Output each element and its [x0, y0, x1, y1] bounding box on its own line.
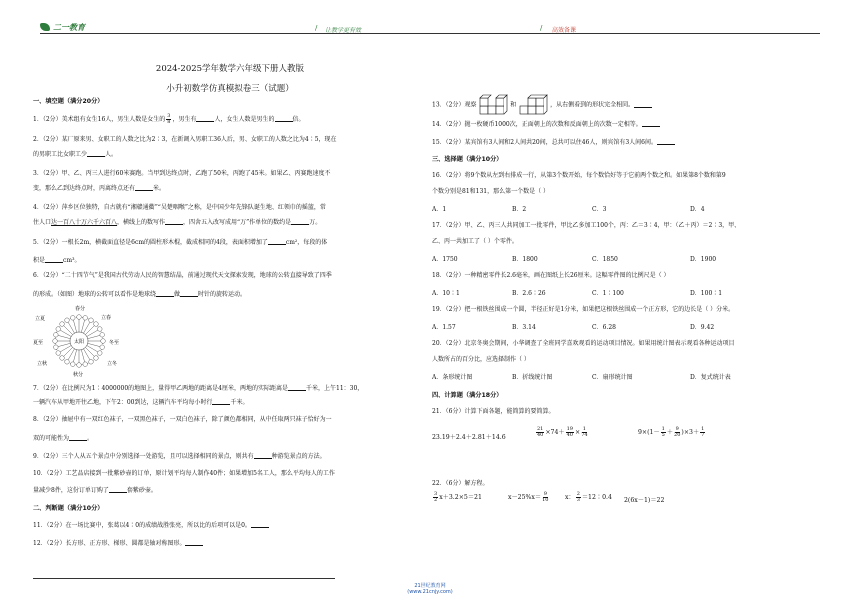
- earth-position: [89, 318, 94, 323]
- q1-text-c: 人，女生人数是男生的: [214, 116, 275, 123]
- q16-option-a[interactable]: A．1: [432, 206, 447, 213]
- question-7: [33, 384, 363, 393]
- e3-den-3: 7: [701, 432, 705, 438]
- q18-option-b[interactable]: B．2.6∶26: [512, 290, 546, 297]
- q4-underlined: 达一百八十万六千六百八: [51, 219, 118, 226]
- e2-den-3: 74: [581, 432, 588, 438]
- header-separator: /: [315, 24, 318, 32]
- question-22: 22．（6分）解方程。: [432, 480, 489, 487]
- f2-text: x－25%x＝: [508, 494, 542, 501]
- q10-text-b: 量减少8件，这份订单订购了: [33, 487, 109, 494]
- question-18: [432, 272, 670, 280]
- q13-blank[interactable]: [634, 101, 652, 108]
- q7-text-c: 一辆汽车从甲地开往乙地，下午2：00到达，这辆汽车平均每小时行: [33, 399, 213, 406]
- paper-title: 2024-2025学年数学六年级下册人教版: [155, 64, 305, 74]
- question-16: [432, 172, 726, 180]
- f2-frac: [542, 492, 548, 503]
- q7-text-d: 千米。: [230, 399, 249, 406]
- q5-text-b: cm²，每段的体: [285, 239, 328, 246]
- e2-den-1: 40: [537, 432, 544, 438]
- q19-option-a[interactable]: A．1.57: [432, 324, 456, 331]
- q8-text: 8．（2分）抽屉中有一双红色袜子，一双黑色袜子，一双白色袜子，除了颜色都相同，从中任取两只袜子恰好为一: [33, 416, 332, 423]
- q4-text-b: 住人口: [33, 219, 52, 226]
- question-13: [432, 94, 652, 116]
- q10-text: 10．（2分）工艺品店接到一批紫砂壶的订单，原计划平均每人制作40件；如果增加5名工人，那么平均每人的工作: [33, 470, 335, 477]
- q6-blank-2[interactable]: [180, 290, 198, 297]
- calc-expr-2: [535, 427, 589, 438]
- earth-position: [60, 356, 65, 361]
- q18-text: 18．（2分）一种精密零件长2.6毫米，画在图纸上长26厘米。这幅零件图的比例尺是（ ）: [432, 272, 670, 279]
- sun-label: 太阳: [73, 339, 85, 345]
- q14-text: 14．（2分）抛一枚硬币1000次，正面朝上的次数和反面朝上的次数一定相等。: [432, 121, 642, 128]
- q13-text-c: ，从右侧看到的形状完全相同。: [550, 101, 635, 109]
- earth-position: [97, 327, 102, 332]
- q19-option-b[interactable]: B．3.14: [512, 324, 536, 331]
- q16-option-d[interactable]: D．4: [690, 206, 705, 213]
- q6-blank-1[interactable]: [156, 290, 174, 297]
- logo-text: 二一教育: [53, 23, 85, 32]
- question-21: 21．（6分）计算下面各题，能简算的要简算。: [432, 408, 555, 415]
- e3-plus: ＋: [666, 429, 674, 436]
- earth-position: [100, 345, 105, 350]
- logo-icon: [40, 23, 50, 31]
- question-20: [432, 340, 734, 348]
- paper-subtitle: 小升初数学仿真模拟卷三（试题）: [166, 84, 294, 94]
- q16-text-b: 个数分别是81和131，那么第一个数是（ ）: [432, 188, 549, 195]
- earth-position: [83, 362, 88, 367]
- q3-text-c: 米。: [153, 185, 166, 192]
- footer-rule: [33, 578, 335, 579]
- q6-text-b: 的形成。（如图）地球的公转可以看作是地球绕: [33, 291, 157, 298]
- q7-text-b: 千米，上午11：30，: [306, 385, 364, 392]
- q13-text: 13．（2分）观察: [432, 101, 477, 109]
- q5-text-d: cm³。: [63, 257, 81, 264]
- e3-frac-2: [674, 427, 680, 438]
- q1-text-b: ，男生有: [172, 116, 197, 123]
- q20-option-b[interactable]: B．折线统计图: [512, 374, 553, 381]
- earth-position: [65, 359, 70, 364]
- earth-position: [100, 332, 105, 337]
- earth-position: [83, 316, 88, 321]
- q15-text: 15．（2分）某宾馆有3人间和2人间共20间，总共可以住46人，则宾馆有3人间6间。: [432, 139, 657, 146]
- equation-2: [508, 492, 549, 503]
- q20-text-b: 人数所占的百分比，应选择制作（ ）: [432, 356, 530, 363]
- e3-frac-1: [661, 427, 666, 438]
- f3-text-b: ＝12∶0.4: [581, 494, 612, 501]
- q3-text-b: 变，那么乙到达终点时，丙离终点还有: [33, 185, 136, 192]
- q6-text-c: 做: [174, 291, 181, 298]
- q8-text-c: 。: [87, 435, 94, 442]
- earth-position: [70, 316, 75, 321]
- q18-option-c[interactable]: C．1∶100: [592, 290, 624, 297]
- section-calc: 四、计算题（满分18分）: [432, 392, 503, 399]
- label-xiazhi: 夏至: [33, 340, 44, 346]
- e2-frac-3: [581, 427, 587, 438]
- e2-frac-2: [566, 427, 574, 438]
- question-5: [33, 238, 327, 247]
- q18-option-a[interactable]: A．10∶1: [432, 290, 460, 297]
- q4-text-d: ，四舍五入改写成用“万”作单位的数约是: [183, 219, 292, 226]
- q14-blank[interactable]: [642, 120, 660, 127]
- q1-blank-1[interactable]: [196, 115, 214, 122]
- earth-position: [94, 322, 99, 327]
- q10-text-c: 套紫砂壶。: [126, 487, 157, 494]
- question-2-cont: [33, 150, 117, 159]
- q17-option-d[interactable]: D．1900: [690, 256, 717, 263]
- q1-fraction: [166, 114, 171, 125]
- header-separator-2: /: [540, 24, 543, 32]
- q1-text: 1．（2分）美术组有女生16人，男生人数是女生的: [33, 116, 166, 123]
- question-7-cont: [33, 398, 248, 407]
- e2-num-1: 21: [537, 426, 544, 432]
- earth-position: [54, 345, 59, 350]
- q6-text: 6．（2分）“二十四节气”是我国古代劳动人民的智慧结晶，前通过现代天文探索发现，地球的公转直接导致了四季: [33, 272, 332, 279]
- q19-text: 19．（2分）把一根铁丝围成一个圆，半径正好是1分米，如果把这根铁丝围成一个正方形，它的边长是（ ）分米。: [432, 306, 735, 313]
- calc-expr-3: [638, 427, 706, 438]
- earth-position: [77, 315, 82, 320]
- q17-text: 17．（2分）甲、乙、丙三人共同加工一批零件，甲比乙多加工100个，丙：乙＝3∶4，甲：（乙＋丙）＝2∶3，甲、: [432, 222, 741, 229]
- e2-frac-1: [536, 427, 544, 438]
- question-8-cont: [33, 434, 93, 443]
- q5-blank-1[interactable]: [268, 238, 286, 245]
- label-lixia: 立夏: [35, 316, 46, 322]
- question-9: [33, 452, 326, 461]
- earth-position: [60, 322, 65, 327]
- earth-position: [97, 351, 102, 356]
- f3-den: 3: [576, 497, 580, 503]
- question-4-cont: [33, 218, 321, 227]
- label-lichun: 立春: [101, 315, 112, 321]
- question-17: [432, 222, 740, 230]
- label-qiufen: 秋分: [73, 372, 84, 378]
- q7-text: 7．（2分）在比例尺为1∶4000000的地图上，量得甲乙两地的距离是4厘米，两地的实际距离是: [33, 385, 288, 392]
- q2-text-c: 人。: [105, 151, 118, 158]
- q8-blank[interactable]: [69, 434, 87, 441]
- question-14: [432, 120, 660, 129]
- page-header: [0, 0, 860, 40]
- question-20-cont: [432, 356, 530, 364]
- question-4: [33, 204, 326, 212]
- q1-den: 8: [167, 119, 171, 125]
- f3-num: 2: [576, 491, 580, 497]
- question-12: [33, 539, 203, 548]
- question-17-cont: [432, 238, 518, 246]
- solar-terms-diagram: [33, 300, 133, 380]
- q4-text-e: 万。: [309, 219, 322, 226]
- equation-4: 2(6x－1)＝22: [624, 497, 665, 504]
- f2-num: 9: [543, 491, 547, 497]
- q16-option-c[interactable]: C．3: [592, 206, 607, 213]
- q17-option-c[interactable]: C．1850: [592, 256, 618, 263]
- e3-den-1: 5: [661, 432, 665, 438]
- earth-position: [70, 362, 75, 367]
- f1-frac: [433, 492, 438, 503]
- question-6-cont: [33, 290, 246, 299]
- q8-text-b: 双的可能性为: [33, 435, 70, 442]
- q2-text: 2．（2分）某厂原来男、女职工的人数之比为2∶3，在新调入男职工36人后，男、女职工的人数之比为4∶5，现在: [33, 136, 337, 143]
- header-prep: 高效备课: [552, 27, 577, 34]
- q4-blank-1[interactable]: [165, 218, 183, 225]
- q5-blank-2[interactable]: [45, 256, 63, 263]
- calc-expr-1: 23.19＋2.4＋2.81＋14.6: [432, 434, 506, 441]
- q10-blank[interactable]: [109, 486, 127, 493]
- earth-position: [65, 318, 70, 323]
- q6-text-d: 时针的旋转运动。: [198, 291, 247, 298]
- f2-den: 10: [542, 497, 549, 503]
- earth-position: [53, 339, 58, 344]
- q3-text: 3．（2分）甲、乙、丙三人进行60米赛跑。当甲到达终点时，乙跑了50米，丙跑了45米。如果乙、丙赛跑速度不: [33, 170, 331, 177]
- q15-blank[interactable]: [657, 138, 675, 145]
- q17-text-b: 乙、丙一共加工了（ ）个零件。: [432, 238, 518, 245]
- q11-text: 11．（2分）在一场比赛中，张葛以4∶0的成绩战胜张亮，所以比的后项可以是0。: [33, 522, 251, 529]
- q5-text-c: 积是: [33, 257, 46, 264]
- q20-option-a[interactable]: A．条形统计图: [432, 374, 473, 381]
- q20-option-c[interactable]: C．扇形统计图: [592, 374, 633, 381]
- q7-blank-2[interactable]: [212, 398, 230, 405]
- q3-blank[interactable]: [135, 184, 153, 191]
- e3-num-3: 1: [701, 426, 705, 432]
- q7-blank-1[interactable]: [288, 384, 306, 391]
- footer-source: 21世纪教育网(www.21cnjy.com): [407, 583, 453, 595]
- e3-den-2: 20: [674, 432, 681, 438]
- section-choice: 三、选择题（满分10分）: [432, 156, 503, 163]
- earth-position: [94, 356, 99, 361]
- label-liqiu: 立秋: [37, 361, 48, 367]
- question-10-cont: [33, 486, 157, 495]
- question-8: [33, 416, 332, 424]
- q1-text-e: 倍。: [292, 116, 305, 123]
- q13-text-b: 和: [510, 101, 517, 109]
- q16-text: 16．（2分）将9个数从左到右排成一行，从第3个数开始，每个数恰好等于它前两个数之和。如果第8个数和第9: [432, 172, 726, 179]
- q18-option-d[interactable]: D．100∶1: [690, 290, 723, 297]
- q19-option-c[interactable]: C．6.28: [592, 324, 616, 331]
- q19-option-d[interactable]: D．9.42: [690, 324, 715, 331]
- q17-option-b[interactable]: B．1800: [512, 256, 538, 263]
- section-fill: 一、填空题（满分20分）: [33, 98, 104, 105]
- q4-text: 4．（2分）萍乡区位独特，自古就有“湘赣通衢”“吴楚咽喉”之称，是中国少年先锋队诞生地、红领巾的摇篮，常: [33, 204, 326, 211]
- e3-num-2: 9: [675, 426, 679, 432]
- question-10: [33, 470, 335, 478]
- earth-position: [54, 332, 59, 337]
- question-3-cont: [33, 184, 165, 193]
- e3-frac-3: [700, 427, 705, 438]
- f1-num: 3: [434, 491, 438, 497]
- question-15: [432, 138, 675, 147]
- earth-position: [56, 351, 61, 356]
- question-5-cont: [33, 256, 80, 265]
- e3-a: 9×(1－: [638, 429, 660, 436]
- f1-text: x＋3.2×5＝21: [439, 494, 482, 501]
- question-6: [33, 272, 332, 280]
- earth-position: [56, 327, 61, 332]
- e2-den-2: 40: [566, 432, 573, 438]
- q12-blank[interactable]: [185, 539, 203, 546]
- q4-blank-2[interactable]: [291, 218, 309, 225]
- question-2: [33, 136, 337, 144]
- q20-text: 20．（2分）北京冬奥会期间，小华调查了全班同学喜欢观看的运动项目情况。如果用统计图表示观看各种运动项目: [432, 340, 735, 347]
- header-slogan: 让教学更有效: [325, 27, 362, 34]
- q9-text: 9．（2分）三个人从五个景点中分别选择一处游览，且可以选择相同的景点，则共有: [33, 453, 254, 460]
- e2-num-3: 1: [582, 426, 586, 432]
- e2-num-2: 19: [566, 426, 573, 432]
- header-rule: [40, 33, 820, 34]
- q12-text: 12．（2分）长方形、正方形、梯形、圆都是轴对称图形。: [33, 540, 186, 547]
- label-dongzhi: 冬至: [109, 340, 120, 346]
- e3-b: )×3＋: [681, 429, 700, 436]
- earth-position: [77, 363, 82, 368]
- question-1: [33, 114, 305, 125]
- f3-text: x：: [565, 494, 575, 501]
- question-19: [432, 306, 734, 314]
- question-3: [33, 170, 331, 178]
- f3-frac: [576, 492, 581, 503]
- e3-num-1: 1: [661, 426, 665, 432]
- q1-blank-2[interactable]: [275, 115, 293, 122]
- equation-3: [565, 492, 612, 503]
- question-11: [33, 521, 269, 530]
- earth-position: [101, 339, 106, 344]
- label-spring-equinox: 春分: [75, 306, 86, 312]
- e2-times: ×: [575, 429, 581, 436]
- q1-num: 3: [167, 113, 171, 119]
- site-logo: [40, 22, 85, 33]
- q20-option-d[interactable]: D．复式统计表: [690, 374, 731, 381]
- q5-text: 5．（2分）一根长2m，横截面直径是6cm的圆柱形木棍，截成相同的4段，表面积增加了: [33, 239, 268, 246]
- q16-option-b[interactable]: B．2: [512, 206, 527, 213]
- q9-blank[interactable]: [254, 452, 272, 459]
- earth-position: [89, 359, 94, 364]
- section-judge: 二、判断题（满分10分）: [33, 505, 104, 512]
- q11-blank[interactable]: [251, 521, 269, 528]
- f1-den: 2: [434, 497, 438, 503]
- q9-text-b: 种游览景点的方法。: [271, 453, 326, 460]
- q2-text-b: 的男职工比女职工少: [33, 151, 88, 158]
- cube-figure-1: [478, 94, 508, 116]
- q17-option-a[interactable]: A．1750: [432, 256, 458, 263]
- question-16-cont: [432, 188, 549, 196]
- q4-text-c: ，横线上的数写作: [117, 219, 166, 226]
- e2-mid: ×74＋: [545, 429, 565, 436]
- cube-figure-2: [518, 94, 548, 116]
- equation-1: [432, 492, 482, 503]
- label-lidong: 立冬: [107, 361, 118, 367]
- q2-blank[interactable]: [87, 150, 105, 157]
